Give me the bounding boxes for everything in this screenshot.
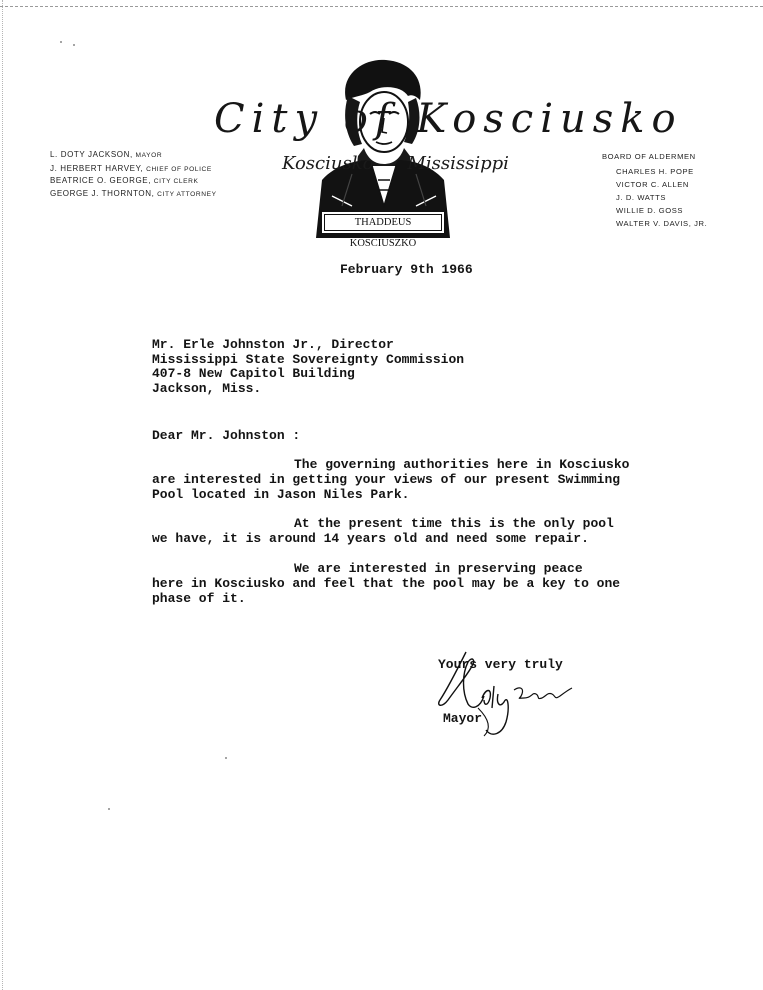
official-mayor bbox=[50, 150, 162, 159]
official-role: CITY ATTORNEY bbox=[157, 191, 217, 198]
page-left-edge bbox=[0, 0, 3, 990]
closing: Yours very truly bbox=[438, 657, 563, 672]
salutation: Dear Mr. Johnston : bbox=[152, 428, 301, 443]
body-line: here in Kosciusko and feel that the pool may be a key to one bbox=[152, 576, 621, 591]
official-role: CITY CLERK bbox=[153, 178, 199, 185]
alderman-item: J. D. WATTS bbox=[616, 193, 667, 202]
official-chief-of-police bbox=[50, 164, 212, 173]
body-line: We are interested in preserving peace bbox=[294, 561, 583, 576]
official-name: J. HERBERT HARVEY, bbox=[50, 164, 144, 173]
subtitle-city: Kosciusko bbox=[282, 153, 374, 174]
body-line: The governing authorities here in Kosciusko bbox=[294, 457, 630, 472]
alderman-item: WALTER V. DAVIS, JR. bbox=[616, 219, 708, 228]
city-title: City of Kosciusko bbox=[214, 96, 683, 142]
scan-speck bbox=[108, 808, 110, 810]
alderman-item: VICTOR C. ALLEN bbox=[616, 180, 690, 189]
address-line: Jackson, Miss. bbox=[152, 381, 262, 396]
address-line: 407-8 New Capitol Building bbox=[152, 366, 355, 381]
body-line: we have, it is around 14 years old and need some repair. bbox=[152, 531, 589, 546]
official-role: MAYOR bbox=[135, 152, 163, 159]
address-line: Mr. Erle Johnston Jr., Director bbox=[152, 337, 394, 352]
body-line: phase of it. bbox=[152, 591, 246, 606]
official-name: GEORGE J. THORNTON, bbox=[50, 189, 155, 198]
body-line: are interested in getting your views of our present Swimming bbox=[152, 472, 621, 487]
letter-date: February 9th 1966 bbox=[340, 262, 473, 277]
alderman-item: CHARLES H. POPE bbox=[616, 167, 694, 176]
subtitle-state: Mississippi bbox=[407, 153, 509, 174]
page-top-edge bbox=[0, 0, 763, 7]
scan-speck bbox=[73, 44, 75, 46]
board-heading: BOARD OF ALDERMEN bbox=[602, 152, 696, 161]
official-city-attorney bbox=[50, 189, 217, 198]
body-line: At the present time this is the only pool bbox=[294, 516, 614, 531]
handwritten-signature bbox=[428, 648, 578, 740]
official-name: BEATRICE O. GEORGE, bbox=[50, 176, 152, 185]
signer-title: Mayor bbox=[443, 711, 483, 726]
scan-speck bbox=[60, 41, 62, 43]
address-line: Mississippi State Sovereignty Commission bbox=[152, 352, 465, 367]
portrait-plaque: THADDEUS KOSCIUSZKO bbox=[321, 211, 445, 234]
alderman-item: WILLIE D. GOSS bbox=[616, 206, 684, 215]
official-role: CHIEF OF POLICE bbox=[146, 166, 212, 173]
city-subtitle bbox=[282, 153, 509, 174]
scan-speck bbox=[225, 757, 227, 759]
body-line: Pool located in Jason Niles Park. bbox=[152, 487, 410, 502]
official-city-clerk bbox=[50, 176, 199, 185]
official-name: L. DOTY JACKSON, bbox=[50, 150, 133, 159]
